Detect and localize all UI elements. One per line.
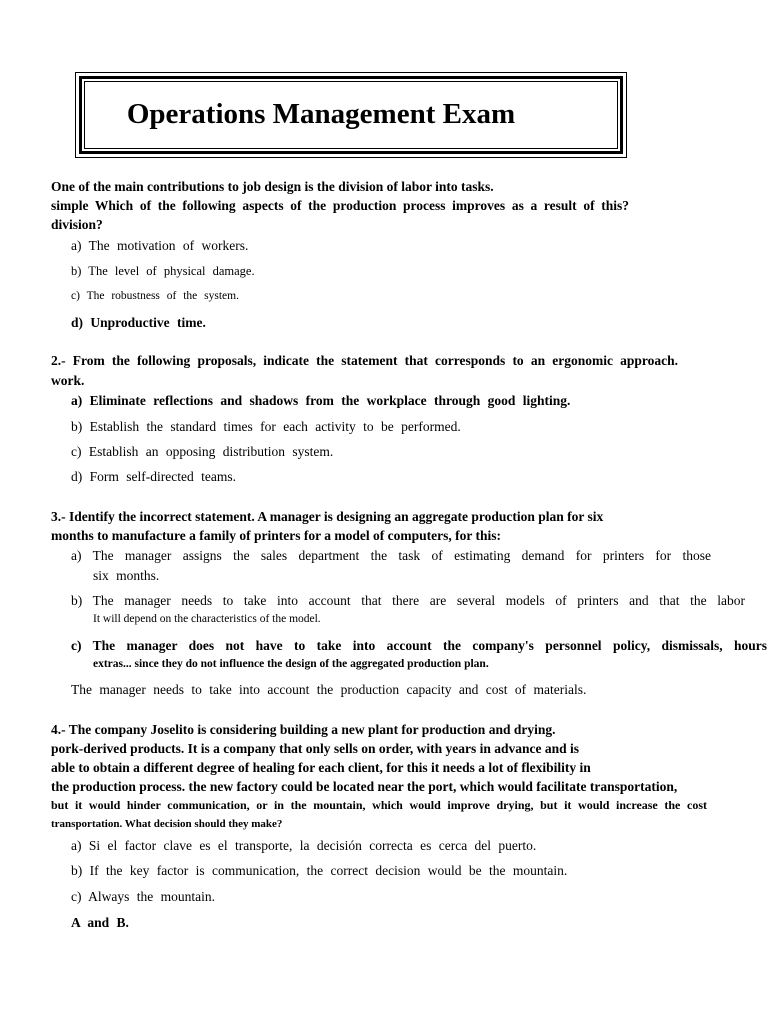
question-2-option-a: a) Eliminate reflections and shadows from the workplace through good lighting. [71,393,571,408]
question-1-option-d: d) Unproductive time. [71,315,206,330]
question-4-line-3: able to obtain a different degree of healing for each client, for this it needs a lot of flexibility in [51,760,591,775]
question-2-option-b: b) Establish the standard times for each activity to be performed. [71,419,461,434]
title-box [75,72,627,158]
question-4-option-d: A and B. [71,915,129,930]
question-4-option-b: b) If the key factor is communication, the correct decision would be the mountain. [71,863,568,878]
question-4-line-2: pork-derived products. It is a company that only sells on order, with years in advance and is [51,741,580,756]
question-3-option-c-cont: extras... since they do not influence the design of the aggregated production plan. [93,658,489,670]
page-title: Operations Management Exam [126,98,516,130]
question-2-line-1: 2.- From the following proposals, indicate the statement that corresponds to an ergonomic approach. [51,353,678,368]
question-2-line-2: work. [51,373,85,388]
question-1-line-2: simple Which of the following aspects of the production process improves as a result of this? [51,198,629,213]
question-3-option-a: a) The manager assigns the sales department the task of estimating demand for printers for those [71,548,711,563]
question-2-option-c: c) Establish an opposing distribution system. [71,444,334,459]
question-1-option-a: a) The motivation of workers. [71,238,249,253]
question-1-option-c: c) The robustness of the system. [71,290,239,302]
question-4-line-4: the production process. the new factory could be located near the port, which would facilitate transportation, [51,779,678,794]
question-1-line-1: One of the main contributions to job design is the division of labor into tasks. [51,179,494,194]
question-3-option-a-cont: six months. [93,568,160,583]
question-3-line-2: months to manufacture a family of printers for a model of computers, for this: [51,528,501,543]
question-3-option-b: b) The manager needs to take into account that there are several models of printers and that the labor [71,593,745,608]
question-4-line-1: 4.- The company Joselito is considering building a new plant for production and drying. [51,722,556,737]
question-3-line-1: 3.- Identify the incorrect statement. A manager is designing an aggregate production plan for six [51,509,604,524]
question-3-option-b-cont: It will depend on the characteristics of the model. [93,613,321,625]
question-4-line-6: transportation. What decision should they make? [51,818,283,830]
question-3-option-d: The manager needs to take into account the production capacity and cost of materials. [71,682,587,697]
question-2-option-d: d) Form self-directed teams. [71,469,236,484]
question-4-line-5: but it would hinder communication, or in the mountain, which would improve drying, but it would increase the cost [51,798,707,812]
question-4-option-a: a) Si el factor clave es el transporte, la decisión correcta es cerca del puerto. [71,838,537,853]
question-1-option-b: b) The level of physical damage. [71,264,255,278]
question-4-option-c: c) Always the mountain. [71,889,215,904]
question-3-option-c: c) The manager does not have to take into account the company's personnel policy, dismissals, hours [71,638,767,653]
question-1-line-3: division? [51,217,103,232]
